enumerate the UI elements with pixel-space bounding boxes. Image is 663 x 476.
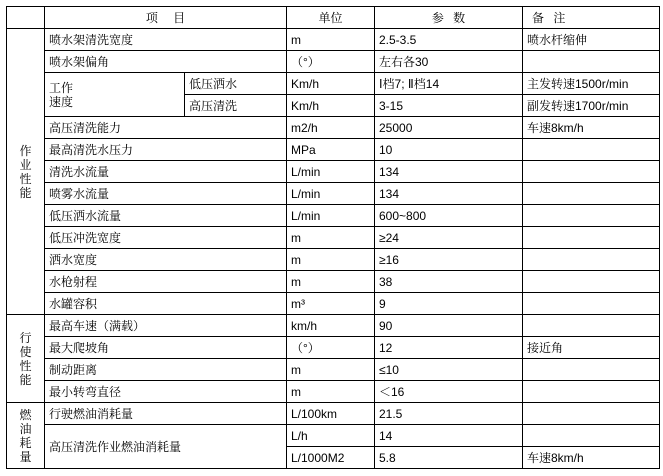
row-item: 喷雾水流量 — [45, 183, 287, 205]
row-param: ≥16 — [375, 249, 523, 271]
group-char-4: 能 — [19, 185, 32, 200]
table-row — [7, 29, 660, 51]
header-note: 备 注 — [523, 7, 660, 29]
row-item: 洒水宽度 — [45, 249, 287, 271]
row-param: 25000 — [375, 117, 523, 139]
table-row — [7, 359, 660, 381]
group-char-2: 油 — [19, 421, 32, 436]
row-item: 最小转弯直径 — [45, 381, 287, 403]
group-char-3: 性 — [19, 171, 32, 186]
row-param: 600~800 — [375, 205, 523, 227]
row-param: 左右各30 — [375, 51, 523, 73]
row-unit: m — [287, 271, 375, 293]
header-item: 项 目 — [45, 7, 287, 29]
row-item-line1: 工作 — [49, 80, 74, 95]
row-unit: L/100km — [287, 403, 375, 425]
specification-table — [6, 6, 660, 469]
row-param: 9 — [375, 293, 523, 315]
table-row — [7, 381, 660, 403]
row-note: 主发转速1500r/min — [523, 73, 660, 95]
row-note — [523, 249, 660, 271]
row-note — [523, 315, 660, 337]
row-unit: km/h — [287, 315, 375, 337]
row-item: 行驶燃油消耗量 — [45, 403, 287, 425]
row-param: 90 — [375, 315, 523, 337]
table-row — [7, 117, 660, 139]
group-char-1: 行 — [19, 330, 32, 345]
row-unit: m — [287, 227, 375, 249]
group-char-2: 使 — [19, 344, 32, 359]
table-row — [7, 293, 660, 315]
row-item: 清洗水流量 — [45, 161, 287, 183]
table-row — [7, 205, 660, 227]
row-item: 喷水架清洗宽度 — [45, 29, 287, 51]
row-unit: （°） — [287, 337, 375, 359]
row-note: 接近角 — [523, 337, 660, 359]
row-item: 水枪射程 — [45, 271, 287, 293]
row-note — [523, 51, 660, 73]
row-param: 134 — [375, 183, 523, 205]
row-item: 高压清洗能力 — [45, 117, 287, 139]
row-note — [523, 183, 660, 205]
row-item: 最高车速（满载） — [45, 315, 287, 337]
row-item: 喷水架偏角 — [45, 51, 287, 73]
group-label-driving — [7, 315, 45, 403]
row-param: 134 — [375, 161, 523, 183]
header-param: 参 数 — [375, 7, 523, 29]
row-item: 最大爬坡角 — [45, 337, 287, 359]
group-char-1: 作 — [19, 143, 32, 158]
row-note — [523, 425, 660, 447]
row-note: 车速8km/h — [523, 447, 660, 469]
table-row — [7, 161, 660, 183]
row-unit: m — [287, 359, 375, 381]
table-row — [7, 337, 660, 359]
row-note — [523, 403, 660, 425]
table-row — [7, 183, 660, 205]
table-row — [7, 51, 660, 73]
row-note — [523, 205, 660, 227]
group-char-2: 业 — [19, 157, 32, 172]
table-row — [7, 73, 660, 95]
row-param: 10 — [375, 139, 523, 161]
row-note — [523, 227, 660, 249]
table-row — [7, 249, 660, 271]
header-blank-cell — [7, 7, 45, 29]
row-unit: m³ — [287, 293, 375, 315]
row-param: ≤10 — [375, 359, 523, 381]
row-param: 2.5-3.5 — [375, 29, 523, 51]
row-unit: L/min — [287, 205, 375, 227]
row-item: 最高清洗水压力 — [45, 139, 287, 161]
row-param: 3-15 — [375, 95, 523, 117]
group-char-4: 量 — [19, 449, 32, 464]
table-row — [7, 403, 660, 425]
row-unit: m — [287, 29, 375, 51]
row-unit: L/min — [287, 161, 375, 183]
row-item: 低压冲洗宽度 — [45, 227, 287, 249]
row-param: 21.5 — [375, 403, 523, 425]
row-note — [523, 271, 660, 293]
row-subitem: 低压洒水 — [185, 73, 287, 95]
row-item-line2: 速度 — [49, 94, 74, 109]
row-param: ≥24 — [375, 227, 523, 249]
table-row — [7, 271, 660, 293]
group-char-3: 耗 — [19, 435, 32, 450]
row-param: 5.8 — [375, 447, 523, 469]
row-note — [523, 293, 660, 315]
row-item: 水罐容积 — [45, 293, 287, 315]
row-unit: L/1000M2 — [287, 447, 375, 469]
group-label-fuel — [7, 403, 45, 469]
row-note — [523, 161, 660, 183]
group-label-operation — [7, 29, 45, 315]
row-unit: （°） — [287, 51, 375, 73]
row-param: ＜16 — [375, 381, 523, 403]
row-note: 副发转速1700r/min — [523, 95, 660, 117]
row-param: 12 — [375, 337, 523, 359]
row-item: 制动距离 — [45, 359, 287, 381]
row-subitem: 高压清洗 — [185, 95, 287, 117]
row-unit: MPa — [287, 139, 375, 161]
row-unit: m — [287, 249, 375, 271]
header-unit: 单位 — [287, 7, 375, 29]
row-param: 14 — [375, 425, 523, 447]
group-char-4: 能 — [19, 372, 32, 387]
table-row — [7, 139, 660, 161]
row-param: Ⅰ档7; Ⅱ档14 — [375, 73, 523, 95]
group-char-1: 燃 — [19, 407, 32, 422]
row-note — [523, 381, 660, 403]
row-unit: Km/h — [287, 95, 375, 117]
row-unit: m2/h — [287, 117, 375, 139]
row-param: 38 — [375, 271, 523, 293]
row-unit: Km/h — [287, 73, 375, 95]
table-row — [7, 425, 660, 447]
row-item: 低压洒水流量 — [45, 205, 287, 227]
table-row — [7, 227, 660, 249]
table-header-row — [7, 7, 660, 29]
row-note: 车速8km/h — [523, 117, 660, 139]
group-char-3: 性 — [19, 358, 32, 373]
row-note — [523, 139, 660, 161]
row-note: 喷水杆缩伸 — [523, 29, 660, 51]
row-unit: m — [287, 381, 375, 403]
row-note — [523, 359, 660, 381]
row-unit: L/min — [287, 183, 375, 205]
table-row — [7, 315, 660, 337]
row-item-working-speed — [45, 73, 185, 117]
row-unit: L/h — [287, 425, 375, 447]
row-item: 高压清洗作业燃油消耗量 — [45, 425, 287, 469]
